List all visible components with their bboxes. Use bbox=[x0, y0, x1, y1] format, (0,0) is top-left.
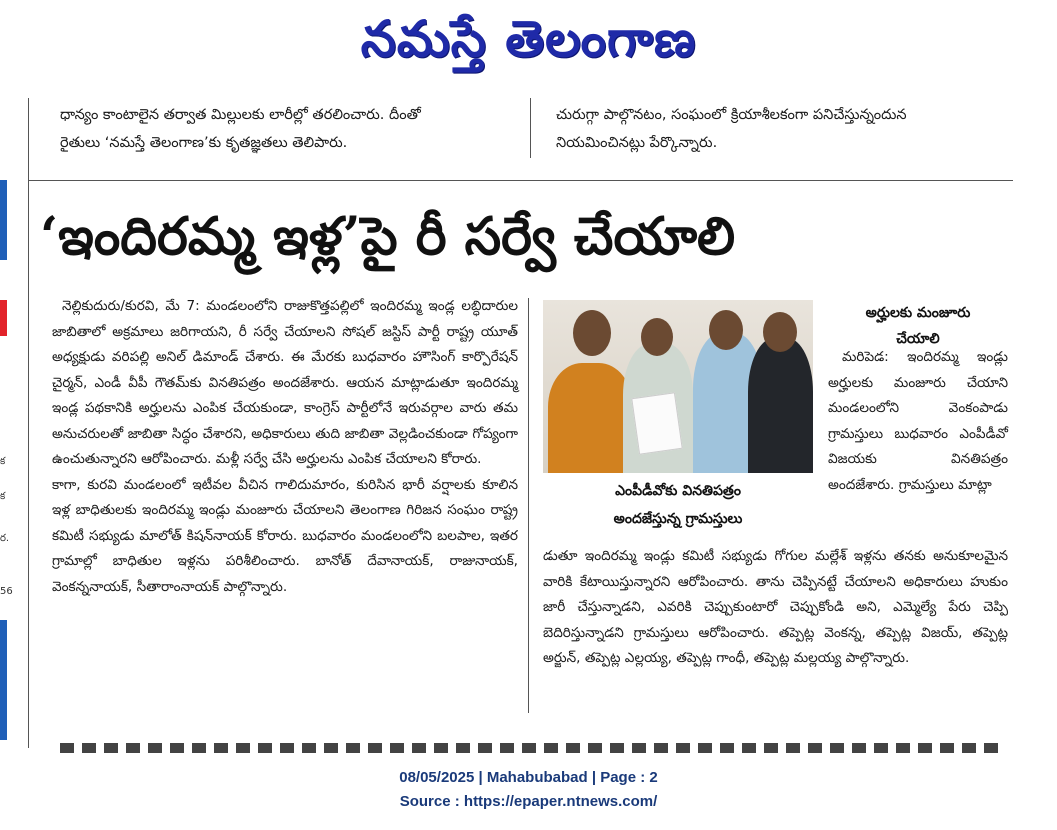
left-edge-strip bbox=[0, 120, 13, 760]
column-divider-left-edge bbox=[28, 98, 29, 748]
strip-text-4: 56 bbox=[0, 586, 13, 597]
footer-source-link[interactable]: Source : https://epaper.ntnews.com/ bbox=[399, 793, 658, 810]
photo-head-3 bbox=[709, 310, 743, 350]
photo-head-2 bbox=[641, 318, 673, 356]
photo-head-1 bbox=[573, 310, 611, 356]
strip-text-2: క bbox=[0, 491, 6, 502]
photo-petition-paper bbox=[631, 392, 683, 455]
section-rule-top bbox=[28, 180, 1013, 181]
main-article-body bbox=[52, 294, 518, 714]
top-fragment-left: ధాన్యం కాంటాలైన తర్వాత మిల్లులకు లారీల్లో తరలించారు. దీంతో రైతులు ‘నమస్తే తెలంగాణ’కు కృతజ్ఞతలు తెలిపారు. bbox=[60, 107, 421, 151]
column-divider-top bbox=[530, 98, 531, 158]
main-article-paragraph-1: నెల్లికుదురు/కురవి, మే 7: మండలంలోని రాజుకొత్తపల్లిలో ఇందిరమ్మ ఇండ్ల లబ్ధిదారుల జాబితాలో అక్రమాలు జరిగాయని, రీ సర్వే చేయాలని సోషల్ జస్టిస్ పార్టీ రాష్ట్ర యూత్ అధ్యక్షుడు వరిపల్లి అనిల్ డిమాండ్ చేశారు. ఈ మేరకు బుధవారం హౌసింగ్ కార్పొరేషన్ చైర్మన్, ఎండీ వీపీ గౌతమ్‌కు వినతిపత్రం అందజేశారు. ఆయన మాట్లాడుతూ ఇందిరమ్మ ఇండ్ల పథకానికి అర్హులను ఎంపిక చేయకుండా, కాంగ్రెస్ పార్టీలోనే ఇరువర్గాల వారు తమ అనుచరులతో జాబితా సిద్ధం చేశారని, అధికారులు తుది జాబితా వెల్లడించకుండా గోప్యంగా ఉంచుతున్నారని ఆరోపించారు. మళ్లీ సర్వే చేసి అర్హులను ఎంపిక చేయాలని కోరారు. bbox=[52, 298, 518, 467]
column-divider-main bbox=[528, 298, 529, 713]
strip-red-block bbox=[0, 300, 7, 336]
side-article-column: మరిపెడ: ఇందిరమ్మ ఇండ్లు అర్హులకు మంజూరు చేయాని మండలంలోని వెంకంపాడు గ్రామస్తులు బుధవారం ఎంపీడీవో విజయకు వినతిపత్రం అందజేశారు. గ్రామస్తులు మాట్లా bbox=[828, 349, 1008, 493]
strip-text-1: క bbox=[0, 456, 6, 467]
headline: ‘ఇందిరమ్మ ఇళ్ల’పై రీ సర్వే చేయాలి bbox=[40, 206, 736, 267]
strip-blue-block-2 bbox=[0, 620, 7, 740]
top-fragment-right: చురుగ్గా పాల్గొనటం, సంఘంలో క్రియాశీలకంగా పనిచేస్తున్నందున నియమించినట్లు పేర్కొన్నారు. bbox=[556, 107, 907, 151]
strip-blue-block bbox=[0, 180, 7, 260]
photo-head-4 bbox=[763, 312, 797, 352]
masthead-logo: నమస్తే తెలంగాణ bbox=[360, 9, 697, 68]
footer bbox=[0, 760, 1057, 830]
side-article-continuation: డుతూ ఇందిరమ్మ ఇండ్లు కమిటీ సభ్యుడు గోగుల మల్లేశ్ ఇళ్లను తనకు అనుకూలమైన వారికి కేటాయిస్తున్నారని ఆరోపించారు. తాను చెప్పినట్టే చేయాలని అధికారులు హుకుం జారీ చేస్తున్నాడని, ఎవరికి చెప్పుకుంటారో చెప్పుకోండి అని, ఎమ్మెల్యే పేరు చెప్పి బెదిరిస్తున్నాడని గ్రామస్తులు ఆరోపించారు. తప్పెట్ల వెంకన్న, తప్పెట్ల విజయ్, తప్పెట్ల అర్జున్, తప్పెట్ల ఎల్లయ్య, తప్పెట్ల గాంధీ, తప్పెట్ల మల్లయ్య పాల్గొన్నారు. bbox=[543, 548, 1008, 666]
news-photo bbox=[543, 300, 813, 473]
main-article-paragraph-2: కాగా, కురవి మండలంలో ఇటీవల వీచిన గాలిదుమారం, కురిసిన భారీ వర్షాలకు కూలిన ఇళ్ల బాధితులకు ఇందిరమ్మ ఇండ్లు మంజూరు చేయాలని తెలంగాణ గిరిజన సంఘం రాష్ట్ర కమిటీ సభ్యుడు మాలోత్ కిషన్‌నాయక్ కోరారు. బుధవారం మండలంలోని బలపాల, ఇతర గ్రామాల్లో బాధితుల ఇళ్లను పరిశీలించారు. బానోత్ దేవానాయక్, రాజునాయక్, వెంకన్ననాయక్, సీతారాంనాయక్ పాల్గొన్నారు. bbox=[52, 476, 518, 595]
photo-person-4 bbox=[748, 338, 813, 473]
side-article-heading: అర్హులకు మంజూరు చేయాలి bbox=[865, 305, 971, 347]
photo-caption: ఎంపీడీవోకు వినతిపత్రం అందజేస్తున్న గ్రామస్తులు bbox=[613, 483, 743, 527]
next-headline-fragment bbox=[60, 743, 1000, 753]
photo-person-1 bbox=[548, 363, 633, 473]
strip-text-3: ర. bbox=[0, 533, 10, 544]
footer-date-edition: 08/05/2025 | Mahabubabad | Page : 2 bbox=[399, 769, 658, 786]
